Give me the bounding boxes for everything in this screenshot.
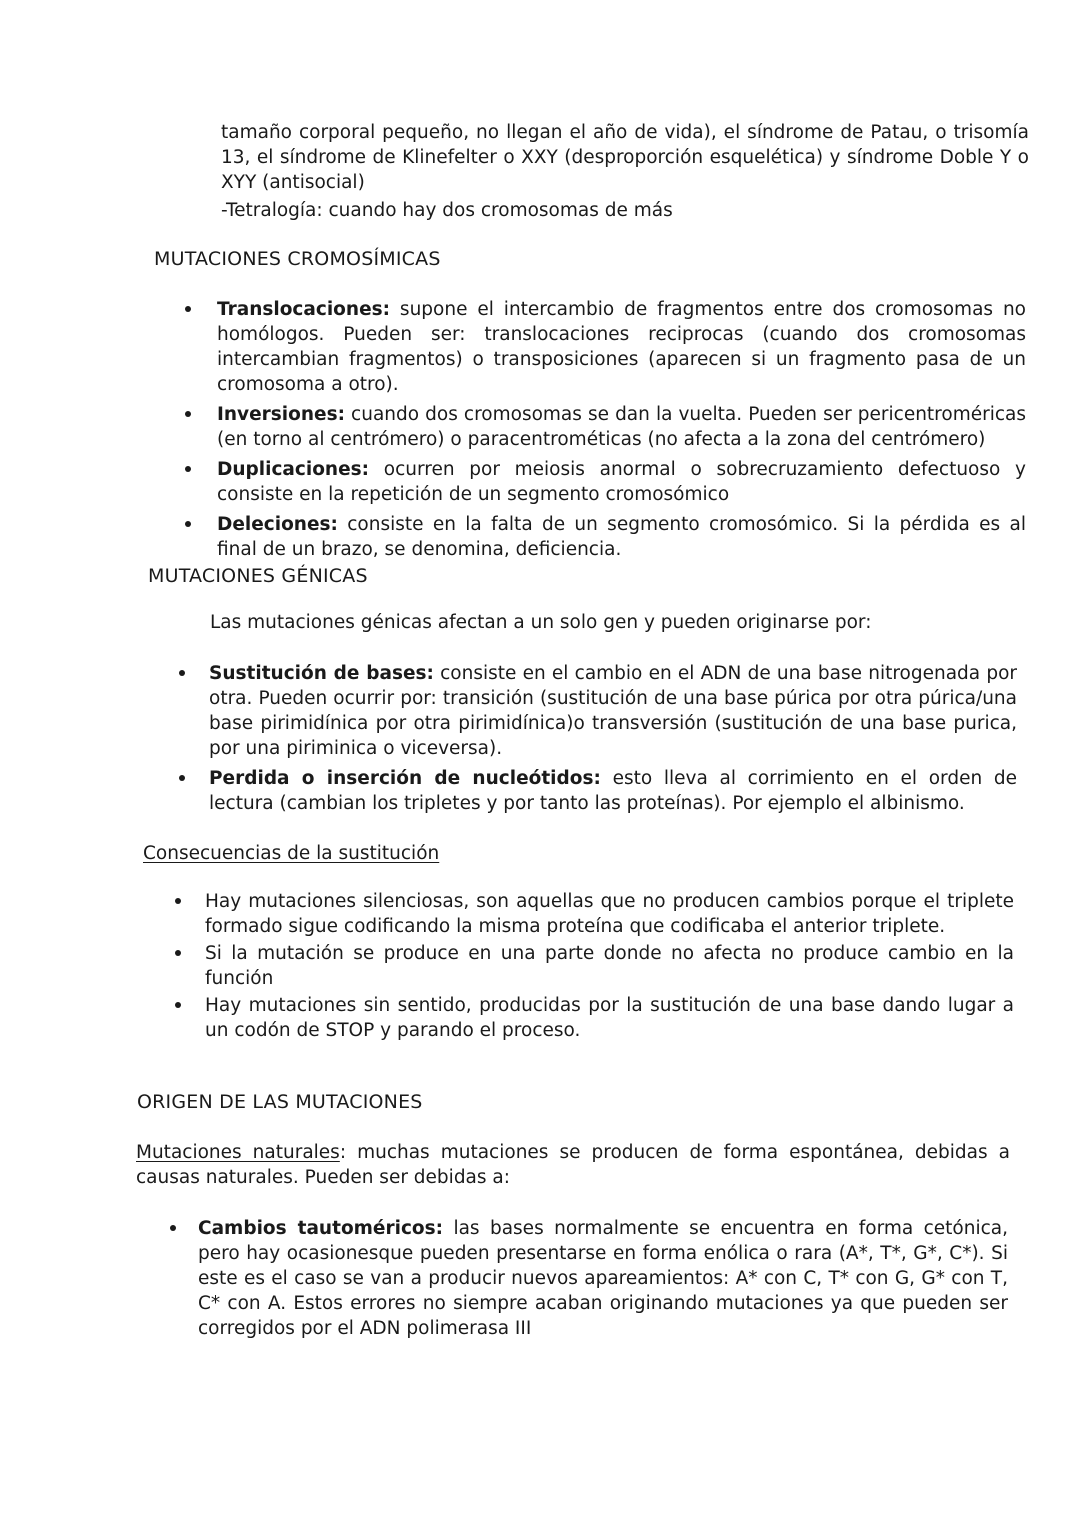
naturales-label: Mutaciones naturales [136,1142,340,1163]
bullet-icon [185,521,191,527]
bullet-icon [170,1225,176,1231]
list-item [217,402,1026,452]
list-item-text: ocurren por meiosis anormal o sobrecruzamiento defectuoso y consiste en la repetición de un segmento cromosómico [217,459,1026,505]
bullet-icon [185,306,191,312]
list-item-text: consiste en el cambio en el ADN de una base nitrogenada por otra. Pueden ocurrir por: transición (sustitución de una base púrica por otra púrica/una base pirimidínica por otra pirimidínica)o transversión (sustitución de una base purica, por una piriminica o viceversa). [209,663,1017,759]
bullet-icon [175,1002,181,1008]
intro-paragraph [221,120,1029,226]
list-item [198,1216,1008,1341]
list-item [209,766,1017,816]
list-item-term: Cambios tautoméricos: [198,1218,444,1239]
genicas-intro: Las mutaciones génicas afectan a un solo gen y pueden originarse por: [210,612,872,633]
naturales-text: : muchas mutaciones se producen de forma espontánea, debidas a causas naturales. Pueden ser debidas a: [136,1142,1010,1188]
bullet-icon [185,411,191,417]
list-item-text: Hay mutaciones silenciosas, son aquellas que no producen cambios porque el triplete formado sigue codificando la misma proteína que codificaba el anterior triplete. [205,891,1014,937]
list-item-text: esto lleva al corrimiento en el orden de lectura (cambian los tripletes y por tanto las proteínas). Por ejemplo el albinismo. [209,768,1018,814]
list-item-term: Perdida o inserción de nucleótidos: [209,768,601,789]
list-item-term: Sustitución de bases: [209,663,434,684]
list-item-text: supone el intercambio de fragmentos entre dos cromosomas no homólogos. Pueden ser: translocaciones reciprocas (cuando dos cromosomas intercambian fragmentos) o transposiciones (aparecen si un fragmento pasa de un cromosoma a otro). [217,299,1026,395]
list-item-text: Si la mutación se produce en una parte donde no afecta no produce cambio en la función [205,943,1014,989]
list-item [217,512,1026,562]
bullet-icon [175,950,181,956]
list-item-term: Translocaciones: [217,299,391,320]
bullet-icon [185,466,191,472]
cromosomicas-list [217,297,1026,567]
heading-origen: ORIGEN DE LAS MUTACIONES [137,1091,423,1113]
list-item [217,297,1026,397]
list-item-term: Inversiones: [217,404,345,425]
bullet-icon [175,898,181,904]
list-item-text: las bases normalmente se encuentra en forma cetónica, pero hay ocasionesque pueden presentarse en forma enólica o rara (A*, T*, G*, C*). Si este es el caso se van a producir nuevos apareamientos: A* con C, T* con G, G* con T, C* con A. Estos errores no siempre acaban originando mutaciones ya que pueden ser corregidos por el ADN polimerasa III [198,1218,1008,1339]
genicas-list [209,661,1017,821]
naturales-paragraph [136,1140,1010,1190]
list-item [205,993,1014,1043]
intro-text: tamaño corporal pequeño, no llegan el año de vida), el síndrome de Patau, o trisomía 13, el síndrome de Klinefelter o XXY (desproporción esquelética) y síndrome Doble Y o XYY (antisocial) [221,122,1029,193]
bullet-icon [179,775,185,781]
tetralogia-text: -Tetralogía: cuando hay dos cromosomas de más [221,200,673,221]
bullet-icon [179,670,185,676]
heading-cromosomicas: MUTACIONES CROMOSÍMICAS [154,248,441,270]
consecuencias-list [205,889,1014,1048]
list-item-text: cuando dos cromosomas se dan la vuelta. Pueden ser pericentroméricas (en torno al centrómero) o paracentrométicas (no afecta a la zona del centrómero) [217,404,1026,450]
list-item-term: Deleciones: [217,514,338,535]
list-item-text: Hay mutaciones sin sentido, producidas por la sustitución de una base dando lugar a un codón de STOP y parando el proceso. [205,995,1014,1041]
origen-list [198,1216,1008,1346]
list-item-text: consiste en la falta de un segmento cromosómico. Si la pérdida es al final de un brazo, se denomina, deficiencia. [217,514,1026,560]
heading-consecuencias: Consecuencias de la sustitución [143,843,440,864]
list-item [209,661,1017,761]
list-item [205,889,1014,939]
list-item [217,457,1026,507]
list-item [205,941,1014,991]
list-item-term: Duplicaciones: [217,459,370,480]
heading-genicas: MUTACIONES GÉNICAS [148,565,368,587]
